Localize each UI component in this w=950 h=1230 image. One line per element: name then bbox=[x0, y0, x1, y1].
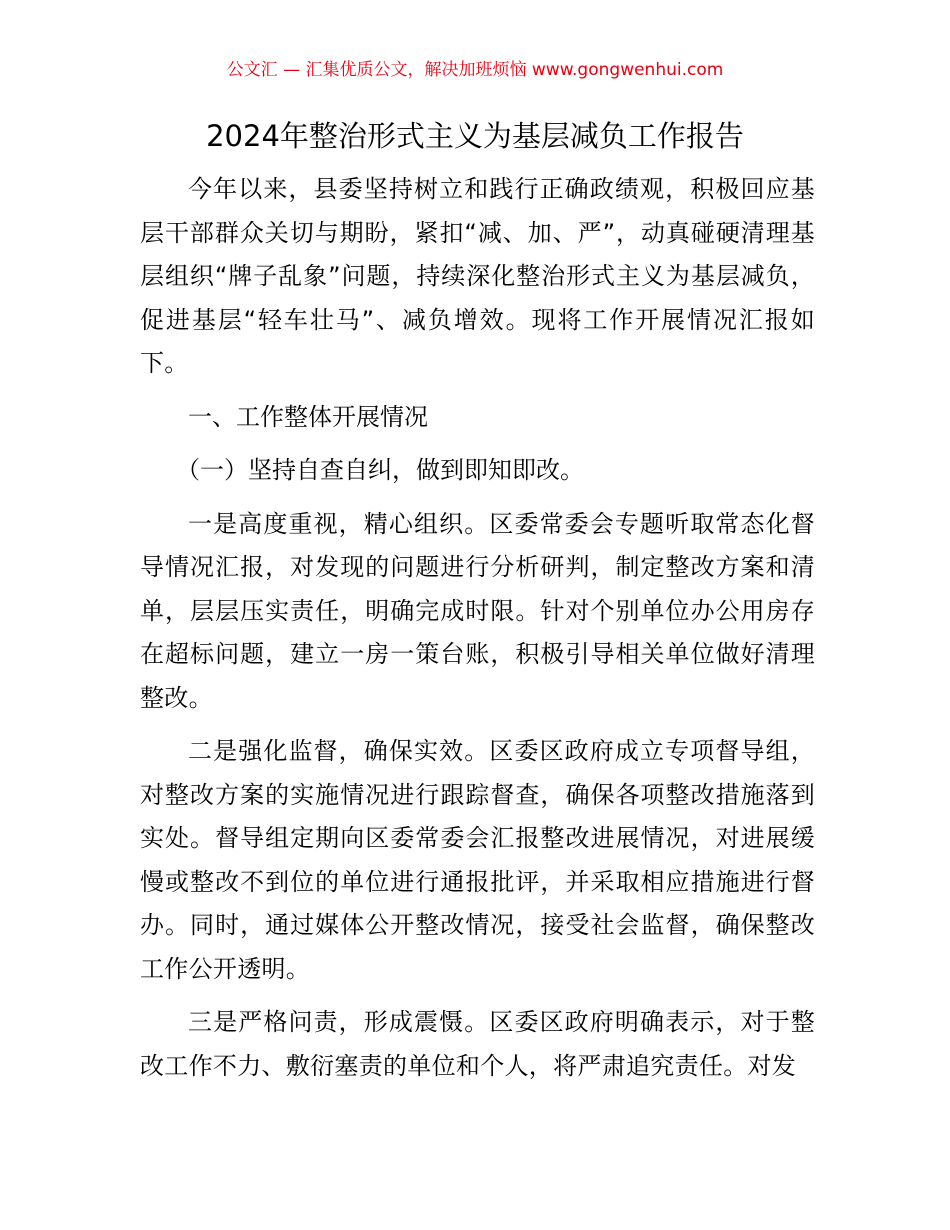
subsection-heading: （一）坚持自查自纠，做到即知即改。 bbox=[176, 456, 584, 484]
intro-paragraph: 今年以来，县委坚持树立和践行正确政绩观，积极回应基层干部群众关切与期盼，紧扣“减、加、严”，动真碰硬清理基层组织“牌子乱象”问题，持续深化整治形式主义为基层减负，促进基层“轻车壮马”、减负增效。现将工作开展情况汇报如下。 bbox=[140, 175, 815, 377]
point-one-paragraph: 一是高度重视，精心组织。区委常委会专题听取常态化督导情况汇报，对发现的问题进行分析研判，制定整改方案和清单，层层压实责任，明确完成时限。针对个别单位办公用房存在超标问题，建立一房一策台账，积极引导相关单位做好清理整改。 bbox=[140, 509, 815, 712]
document-body bbox=[140, 168, 815, 1088]
section-heading: 一、工作整体开展情况 bbox=[188, 402, 428, 431]
point-two-paragraph: 二是强化监督，确保实效。区委区政府成立专项督导组，对整改方案的实施情况进行跟踪督查，确保各项整改措施落到实处。督导组定期向区委常委会汇报整改进展情况，对进展缓慢或整改不到位的单位进行通报批评，并采取相应措施进行督办。同时，通过媒体公开整改情况，接受社会监督，确保整改工作公开透明。 bbox=[140, 737, 815, 983]
point-three-paragraph: 三是严格问责，形成震慑。区委区政府明确表示，对于整改工作不力、敷衍塞责的单位和个人，将严肃追究责任。对发 bbox=[140, 1008, 815, 1080]
document-title: 2024年整治形式主义为基层减负工作报告 bbox=[206, 119, 744, 153]
site-banner: 公文汇 — 汇集优质公文，解决加班烦恼 www.gongwenhui.com bbox=[226, 60, 724, 80]
